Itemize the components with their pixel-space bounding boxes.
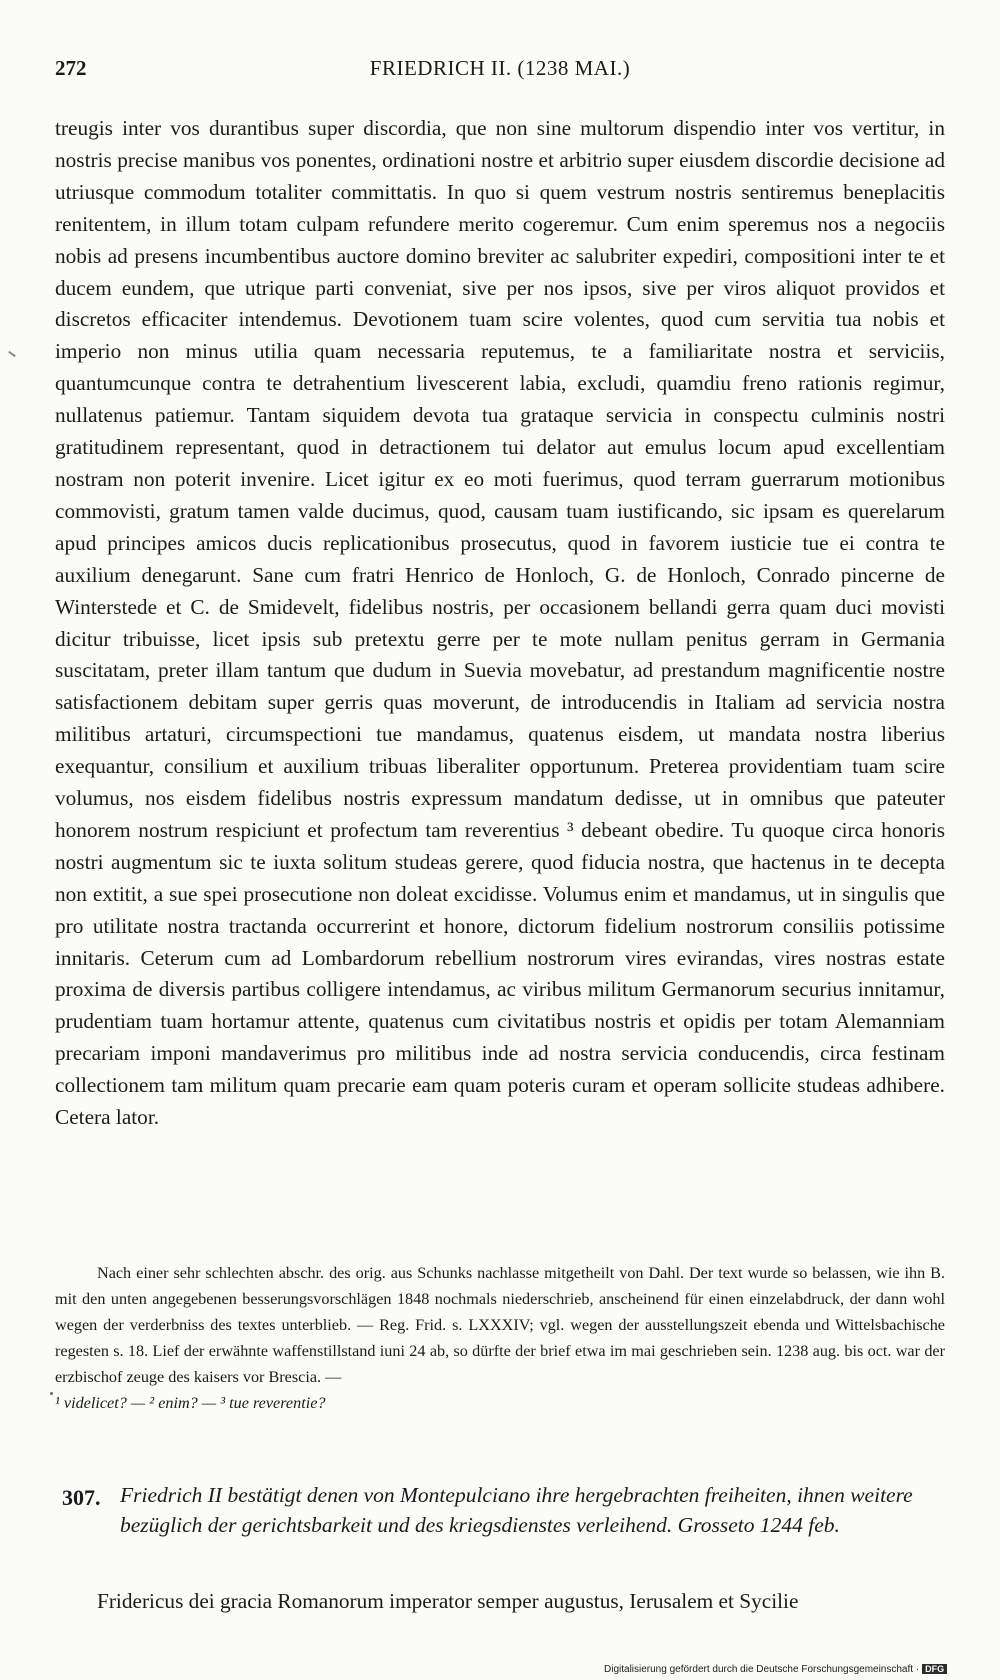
commentary-note: Nach einer sehr schlechten abschr. des orig. aus Schunks nachlasse mitgetheilt von Dahl. Der text wurde so belassen, wie ihn B. mit den unten angegebenen besserungsvorschlägen 1848 nochmals niederschrieb, anscheinend für einen einzelabdruck, der dann wohl wegen der verderbniss des textes unterblieb. — Reg. Frid. s. LXXXIV; vgl. wegen der ausstellungszeit ebenda und Wittelsbachische regesten s. 18. Lief der erwähnte waffenstillstand iuni 24 ab, so dürfte der brief etwa im mai geschrieben sein. 1238 aug. bis oct. war der erzbischof zeuge des kaisers vor Brescia. — <box>55 1264 945 1386</box>
digitization-credit <box>604 1664 947 1675</box>
running-head: FRIEDRICH II. (1238 MAI.) <box>369 56 631 80</box>
page-number: 272 <box>55 56 87 80</box>
document-heading: Friedrich II bestätigt denen von Montepulciano ihre hergebrachten freiheiten, ihnen weitere bezüglich der gerichtsbarkeit und des kriegsdienstes verleihend. Grosseto 1244 feb. <box>120 1483 913 1537</box>
document-number: 307. <box>62 1485 101 1510</box>
margin-dot <box>50 1392 53 1395</box>
page-header <box>55 56 945 86</box>
credit-text: Digitalisierung gefördert durch die Deutsche Forschungsgemeinschaft · <box>604 1664 920 1675</box>
margin-mark <box>8 351 16 357</box>
dfg-logo: DFG <box>922 1664 947 1674</box>
main-text: treugis inter vos durantibus super discordia, que non sine multorum dispendio inter vos vertitur, in nostris precise manibus vos ponentes, ordinationi nostre et arbitrio super eiusdem discordie decisione ad utriusque commodum totaliter committatis. In quo si quem vestrum nostris sentiremus beneplacitis renitentem, in illum totam culpam refundere merito cogeremur. Cum enim speremus nos a negociis nobis ad presens incumbentibus auctore domino breviter ac salubriter expediri, compositioni inter te et ducem eundem, que utrique parti conveniat, sive per nos ipsos, sive per viros aliquot providos et discretos efficaciter intendemus. Devotionem tuam scire volentes, quod cum servitia tua nobis et imperio non minus utilia quam necessaria reputemus, te a familiaritate nostra et serviciis, quantumcunque contra te detrahentium livescerent labia, excludi, quamdiu freno rationis regimur, nullatenus patiemur. Tantam siquidem devota tua grataque servicia in conspectu culminis nostri gratitudinem representant, quod in detractionem tui delator aut emulus locum apud excellentiam nostram non poterit invenire. Licet igitur ex eo moti fuerimus, quod terram guerrarum motionibus commovisti, gratum tamen valde ducimus, quod, causam tuam iustificando, sic ipsam es querelarum apud principes amicos ducis replicationibus prosecutus, quod in favorem iusticie tue ei contra te auxilium denegarunt. Sane cum fratri Henrico de Honloch, G. de Honloch, Conrado pincerne de Winterstede et C. de Smidevelt, fidelibus nostris, per occasionem bellandi gerra quam duci movisti dicitur tribuisse, licet ipsis sub pretextu gerre per te mote nullam penitus gerram in Germania suscitatam, preter illam tantum que dudum in Suevia movebatur, ad prestandum magnificentie nostre satisfactionem debitam super gerris quas moverunt, de introducendis in Italiam ad servicia nostra militibus artaturi, circumspectioni tue mandamus, quatenus eisdem, ut mandata nostra liberius exequantur, consilium et auxilium tribuas liberaliter opportunum. Preterea providentiam tuam scire volumus, nos eisdem fidelibus nostris expressum mandatum dedisse, ut in omnibus que pateuter honorem nostrum respiciunt et profectum tam reverentius ³ debeant obedire. Tu quoque circa honoris nostri augmentum sic te iuxta solitum studeas gerere, quod fiducia nostra, que hactenus in te decepta non extitit, a sue spei prosecutione non doleat excidisse. Volumus enim et mandamus, ut in singulis que pro utilitate nostra tractanda occurrerint et honore, dictorum fidelium nostrorum consiliis potissime innitaris. Ceterum cum ad Lombardorum rebellium nostrorum vires evirandas, vires nostras estate proxima de diversis partibus colligere intendamus, ac viribus militum Germanorum securius innitamur, prudentiam tuam hortamur attente, quatenus cum civitatibus nostris et opidis per totam Alemanniam precariam imponi mandaverimus pro militibus inde ad nostra servicia conducendis, circa festinam collectionem tam militum quam precarie eam quam poteris curam et operam sollicite studeas adhibere. Cetera lator. <box>55 116 945 1130</box>
document-opening-line: Fridericus dei gracia Romanorum imperator semper augustus, Ierusalem et Sycilie <box>97 1589 799 1613</box>
footnote-references: ¹ videlicet? — ² enim? — ³ tue reverentie? <box>55 1394 326 1412</box>
editorial-notes <box>55 1260 945 1416</box>
